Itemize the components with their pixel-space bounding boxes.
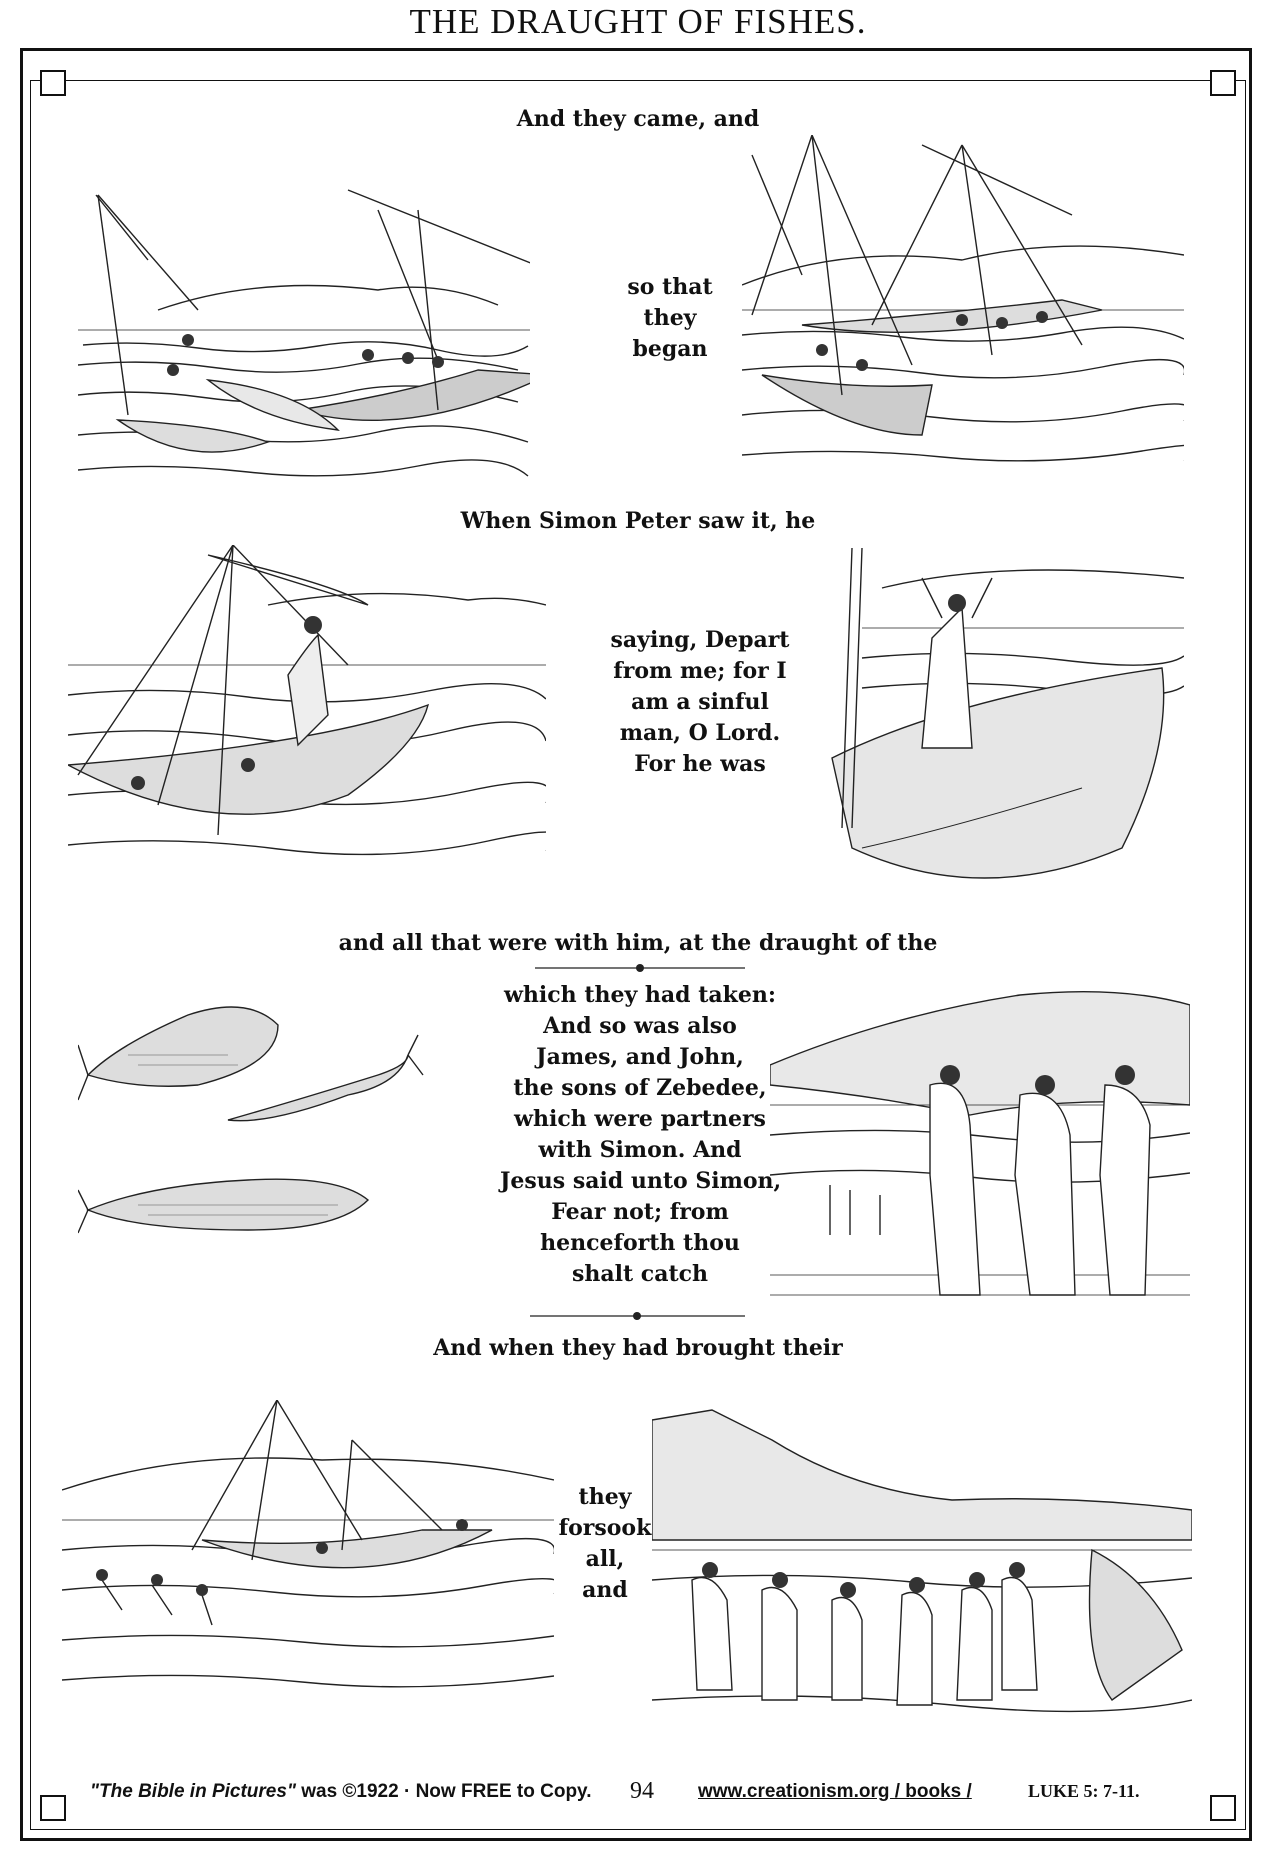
caption-row3-top: and all that were with him, at the draught of the bbox=[338, 930, 938, 956]
book-title: "The Bible in Pictures" bbox=[90, 1781, 296, 1802]
caption-line: which they had taken: bbox=[503, 982, 776, 1008]
website-link[interactable]: www.creationism.org / books / bbox=[698, 1781, 972, 1802]
copyright-notice bbox=[90, 1781, 592, 1803]
jesus-in-boat-illustration bbox=[68, 545, 546, 890]
caption-line: began bbox=[632, 336, 708, 362]
divider-ornament bbox=[535, 962, 745, 974]
corner-ornament bbox=[1210, 70, 1236, 96]
caption-row1-top: And they came, and bbox=[516, 106, 760, 132]
page-title: THE DRAUGHT OF FISHES. bbox=[409, 2, 867, 41]
caption-line: so that bbox=[627, 274, 713, 300]
caption-line: am a sinful bbox=[631, 689, 769, 715]
caption-line: Jesus said unto Simon, bbox=[500, 1168, 782, 1194]
caption-line: they bbox=[643, 305, 697, 331]
caption-line: For he was bbox=[634, 751, 766, 777]
caption-line: man, O Lord. bbox=[619, 720, 781, 746]
divider-ornament bbox=[530, 1310, 745, 1322]
caption-line: they bbox=[578, 1484, 632, 1510]
corner-ornament bbox=[40, 70, 66, 96]
page-number: 94 bbox=[630, 1778, 654, 1804]
caption-row2-middle bbox=[590, 625, 810, 780]
corner-ornament bbox=[40, 1795, 66, 1821]
caption-line: shalt catch bbox=[571, 1261, 709, 1287]
peter-raising-arms-illustration bbox=[822, 548, 1184, 908]
caption-line: James, and John, bbox=[536, 1044, 744, 1070]
caption-line: Fear not; from bbox=[551, 1199, 729, 1225]
corner-ornament bbox=[1210, 1795, 1236, 1821]
caption-line: which were partners bbox=[514, 1106, 766, 1132]
scripture-reference: LUKE 5: 7-11. bbox=[1028, 1781, 1140, 1801]
caption-row4-middle bbox=[545, 1482, 665, 1606]
caption-line: And so was also bbox=[543, 1013, 737, 1039]
caption-row3-middle bbox=[500, 980, 780, 1290]
caption-line: henceforth thou bbox=[540, 1230, 740, 1256]
caption-row4-top: And when they had brought their bbox=[433, 1335, 843, 1361]
caption-line: from me; for I bbox=[613, 658, 787, 684]
caption-line: saying, Depart bbox=[610, 627, 790, 653]
caption-line: with Simon. And bbox=[538, 1137, 742, 1163]
caption-line: and bbox=[582, 1577, 628, 1603]
boats-filling-nets-illustration bbox=[78, 180, 530, 492]
disciples-forsaking-boats-illustration bbox=[652, 1400, 1192, 1730]
three-disciples-on-shore-illustration bbox=[770, 975, 1190, 1310]
three-fishes-illustration bbox=[78, 985, 483, 1260]
copyright-text: was ©1922 · Now FREE to Copy. bbox=[295, 1781, 592, 1802]
caption-line: the sons of Zebedee, bbox=[513, 1075, 767, 1101]
caption-line: forsook bbox=[558, 1515, 652, 1541]
caption-row1-middle bbox=[600, 272, 740, 365]
boats-sinking-illustration bbox=[742, 135, 1184, 480]
caption-line: all, bbox=[585, 1546, 625, 1572]
fishermen-hauling-nets-illustration bbox=[62, 1400, 554, 1700]
caption-row2-top: When Simon Peter saw it, he bbox=[460, 508, 816, 534]
